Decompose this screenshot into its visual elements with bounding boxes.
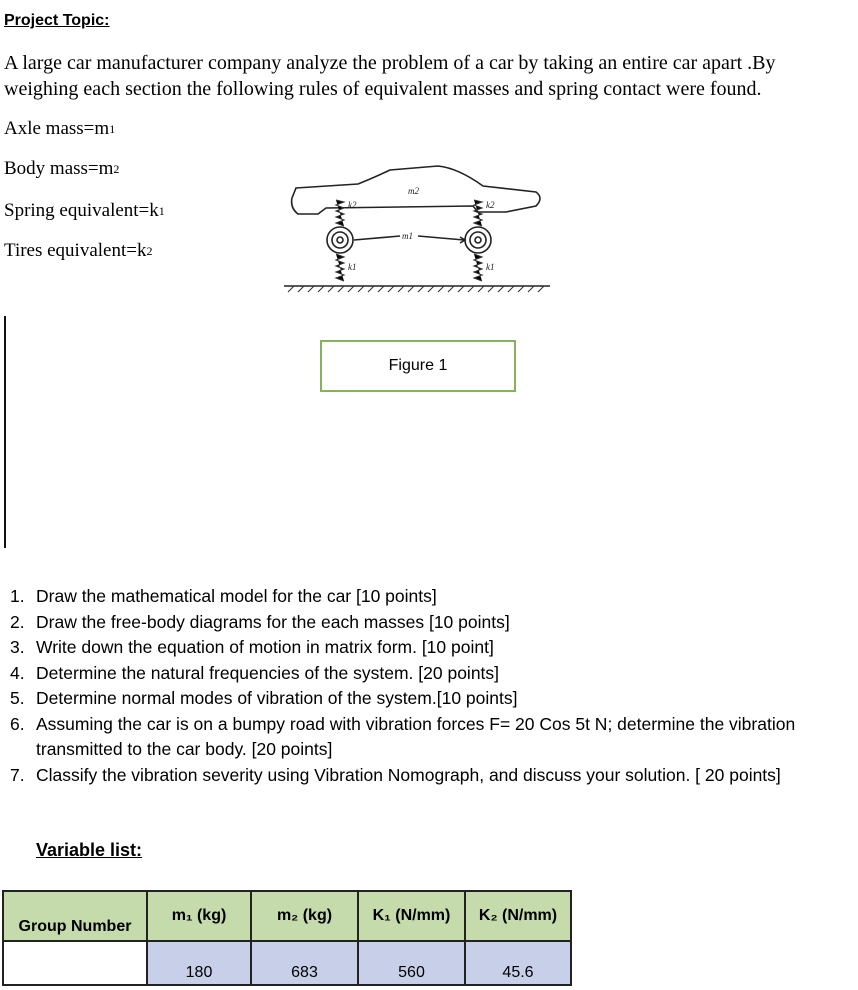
label-k1-left: k1 xyxy=(348,262,357,272)
header-group-number: Group Number xyxy=(3,891,147,941)
header-m2: m₂ (kg) xyxy=(251,891,358,941)
question-item: 1. Draw the mathematical model for the car [10 points] xyxy=(10,586,437,606)
definition-spring-equivalent: Spring $equivalent=k_1$ xyxy=(4,200,165,221)
header-k2: K₂ (N/mm) xyxy=(465,891,571,941)
header-k1: K₁ (N/mm) xyxy=(358,891,465,941)
question-item: 7. Classify the vibration severity using Vibration Nomograph, and discuss your solution. [ 20 points] xyxy=(10,764,781,785)
left-suspension-spring xyxy=(336,200,344,226)
left-wheel xyxy=(327,227,353,253)
definition-axle-mass: Axle $mass=m_1$ xyxy=(4,118,116,139)
left-margin-bar xyxy=(4,316,6,548)
question-item: 6. Assuming the car is on a bumpy road with vibration forces F= 20 Cos 5t N; determine the vibration transmitted to the car body. [20 points] xyxy=(10,713,796,759)
question-list xyxy=(10,584,830,788)
label-m2: m2 xyxy=(408,186,419,196)
definition-tires-equivalent: Tires $equivalent=k_2$ xyxy=(4,240,153,261)
variable-list-title: Variable list: xyxy=(36,840,143,860)
label-k2-right: k2 xyxy=(486,200,495,210)
table-row xyxy=(3,941,571,985)
label-m1: m1 xyxy=(402,231,413,241)
question-item: 3. Write down the equation of motion in matrix form. [10 point] xyxy=(10,637,494,657)
cell-k2: 45.6 xyxy=(465,941,571,985)
label-k1-right: k1 xyxy=(486,262,495,272)
header-m1: m₁ (kg) xyxy=(147,891,251,941)
right-tire-spring xyxy=(474,254,482,281)
left-tire-spring xyxy=(336,254,344,281)
figure-caption: Figure 1 xyxy=(320,340,516,392)
cell-m2: 683 xyxy=(251,941,358,985)
question-item: 5. Determine normal modes of vibration of the system.[10 points] xyxy=(10,688,518,708)
right-suspension-spring xyxy=(474,200,482,226)
cell-group-number[interactable] xyxy=(3,941,147,985)
table-header-row xyxy=(3,891,571,941)
right-wheel xyxy=(465,227,491,253)
definition-body-mass: Body $mass=m_2$ xyxy=(4,158,120,179)
cell-k1: 560 xyxy=(358,941,465,985)
intro-paragraph: A large car manufacturer company analyze the problem of a car by taking an entire car apart .By weighing each section the following rules of equivalent masses and spring contact were found. xyxy=(4,52,776,100)
car-suspension-figure xyxy=(278,158,556,298)
project-topic-heading: Project Topic: xyxy=(4,12,110,29)
question-item: 2. Draw the free-body diagrams for the each masses [10 points] xyxy=(10,611,510,632)
variables-table xyxy=(2,890,572,986)
question-item: 4. Determine the natural frequencies of the system. [20 points] xyxy=(10,662,500,683)
cell-m1: 180 xyxy=(147,941,251,985)
label-k2-left: k2 xyxy=(348,200,357,210)
